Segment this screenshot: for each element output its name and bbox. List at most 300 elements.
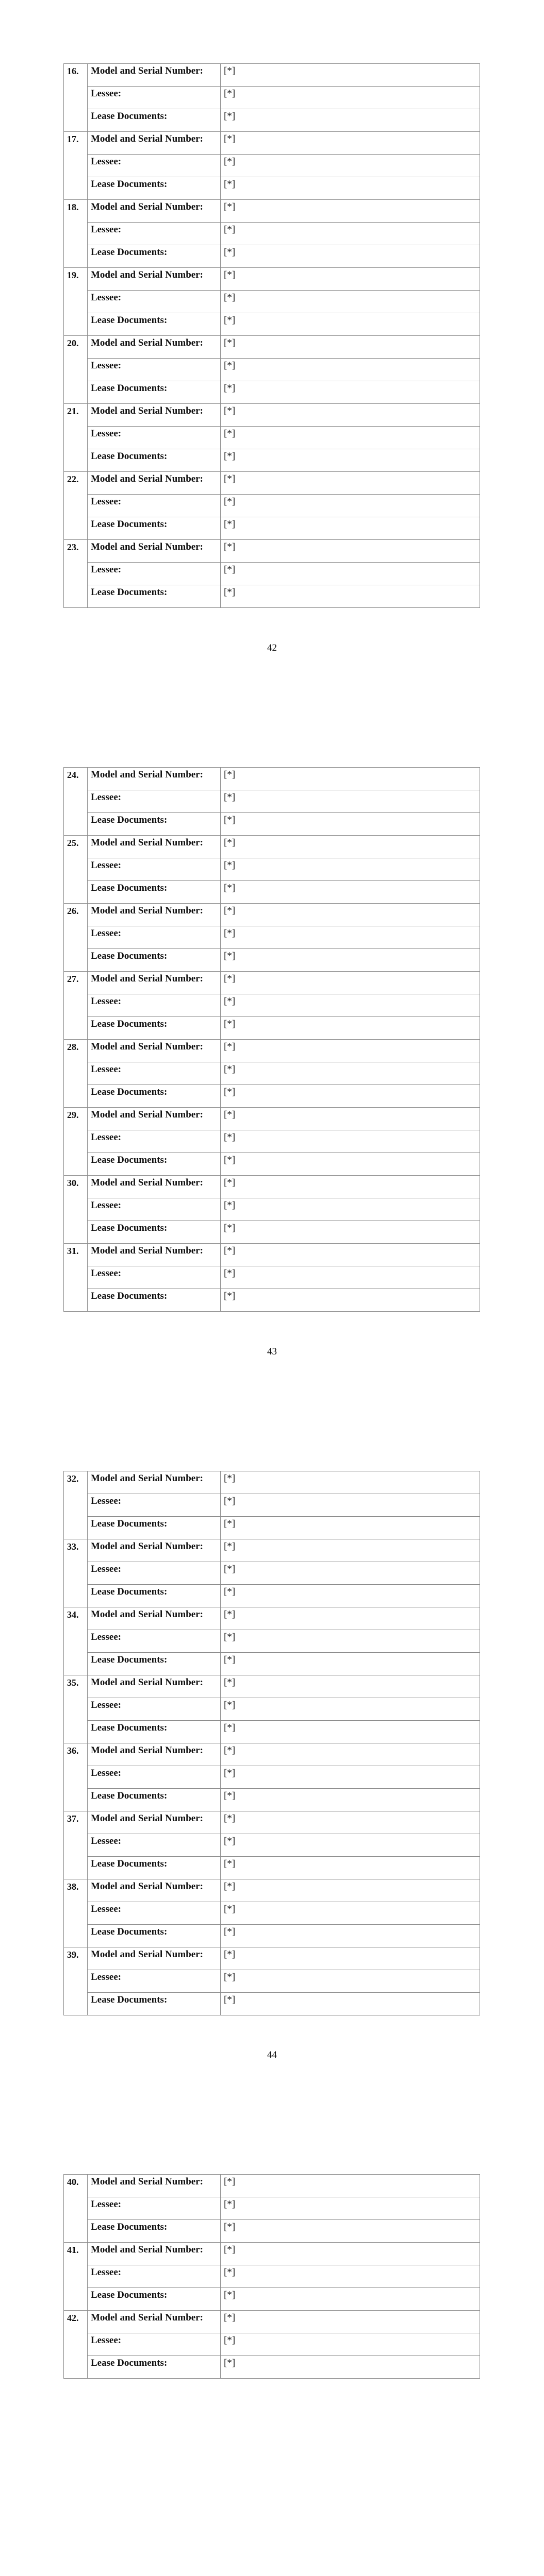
lessee-value — [221, 87, 480, 109]
model-serial-label — [88, 1879, 221, 1902]
lessee-label-text: Lessee: — [91, 496, 122, 507]
lease-documents-value — [221, 177, 480, 200]
schedule-row-model-serial — [64, 472, 480, 495]
schedule-row-lease-documents — [64, 1585, 480, 1607]
schedule-row-lessee — [64, 1698, 480, 1721]
model-serial-label — [88, 268, 221, 291]
item-number — [64, 1539, 88, 1607]
item-number — [64, 2243, 88, 2311]
model-serial-value — [221, 1675, 480, 1698]
lessee-label — [88, 2333, 221, 2356]
schedule-row-model-serial — [64, 768, 480, 790]
lessee-value-text: [*] — [224, 1064, 236, 1075]
model-serial-value-text: [*] — [224, 1177, 236, 1188]
model-serial-label — [88, 768, 221, 790]
lessee-label-text: Lessee: — [91, 1268, 122, 1279]
schedule-row-lessee — [64, 155, 480, 177]
model-serial-value — [221, 540, 480, 563]
lease-documents-label — [88, 1993, 221, 2015]
model-serial-value-text: [*] — [224, 473, 236, 484]
item-number-text: 17. — [67, 134, 79, 144]
lessee-label — [88, 1766, 221, 1789]
lease-documents-value-text: [*] — [224, 587, 236, 598]
lessee-label — [88, 1198, 221, 1221]
model-serial-label — [88, 1244, 221, 1266]
item-number-text: 20. — [67, 338, 79, 348]
model-serial-value-text: [*] — [224, 769, 236, 780]
model-serial-label-text: Model and Serial Number: — [91, 269, 203, 280]
schedule-row-lessee — [64, 359, 480, 381]
lease-documents-label — [88, 449, 221, 472]
lessee-value — [221, 1766, 480, 1789]
model-serial-label — [88, 904, 221, 926]
lease-documents-label-text: Lease Documents: — [91, 815, 168, 825]
item-number — [64, 336, 88, 404]
lessee-value-text: [*] — [224, 224, 236, 235]
model-serial-value-text: [*] — [224, 1473, 236, 1484]
lease-documents-value — [221, 1653, 480, 1675]
item-number-text: 32. — [67, 1473, 79, 1484]
lease-documents-label — [88, 381, 221, 404]
model-serial-value — [221, 404, 480, 427]
lessee-label — [88, 1834, 221, 1857]
lessee-label-text: Lessee: — [91, 1972, 122, 1982]
lease-documents-value — [221, 1085, 480, 1108]
model-serial-label-text: Model and Serial Number: — [91, 1745, 203, 1756]
model-serial-value-text: [*] — [224, 1949, 236, 1960]
lessee-value-text: [*] — [224, 1564, 236, 1574]
model-serial-value — [221, 268, 480, 291]
lessee-label — [88, 926, 221, 949]
schedule-row-model-serial — [64, 1176, 480, 1198]
lease-documents-label-text: Lease Documents: — [91, 2358, 168, 2368]
item-number-text: 34. — [67, 1609, 79, 1620]
schedule-row-model-serial — [64, 1244, 480, 1266]
model-serial-label-text: Model and Serial Number: — [91, 1813, 203, 1824]
model-serial-label-text: Model and Serial Number: — [91, 905, 203, 916]
item-number — [64, 268, 88, 336]
lease-documents-label — [88, 1221, 221, 1244]
item-number — [64, 1244, 88, 1312]
lease-documents-value — [221, 2356, 480, 2379]
lessee-value — [221, 1970, 480, 1993]
lease-documents-value — [221, 1153, 480, 1176]
schedule-row-model-serial — [64, 972, 480, 994]
lessee-label-text: Lessee: — [91, 564, 122, 575]
item-number-text: 42. — [67, 2313, 79, 2323]
lease-documents-value-text: [*] — [224, 951, 236, 961]
model-serial-label-text: Model and Serial Number: — [91, 1949, 203, 1960]
lessee-value-text: [*] — [224, 360, 236, 371]
model-serial-value-text: [*] — [224, 201, 236, 212]
item-number-text: 35. — [67, 1677, 79, 1688]
lease-documents-value-text: [*] — [224, 1586, 236, 1597]
model-serial-value — [221, 1244, 480, 1266]
item-number-text: 41. — [67, 2245, 79, 2255]
model-serial-value — [221, 1879, 480, 1902]
lessee-label-text: Lessee: — [91, 1132, 122, 1143]
schedule-row-model-serial — [64, 1040, 480, 1062]
lessee-value-text: [*] — [224, 2335, 236, 2346]
model-serial-label-text: Model and Serial Number: — [91, 1177, 203, 1188]
schedule-row-lease-documents — [64, 1721, 480, 1743]
schedule-row-lessee — [64, 858, 480, 881]
lease-documents-value — [221, 313, 480, 336]
lease-documents-value-text: [*] — [224, 2290, 236, 2300]
lease-documents-value — [221, 1925, 480, 1947]
model-serial-label-text: Model and Serial Number: — [91, 405, 203, 416]
model-serial-label — [88, 1471, 221, 1494]
schedule-row-lease-documents — [64, 177, 480, 200]
schedule-row-model-serial — [64, 132, 480, 155]
model-serial-value — [221, 336, 480, 359]
model-serial-label-text: Model and Serial Number: — [91, 973, 203, 984]
model-serial-value — [221, 1947, 480, 1970]
lease-documents-label — [88, 1789, 221, 1811]
schedule-row-lease-documents — [64, 1289, 480, 1312]
lease-documents-value — [221, 2220, 480, 2243]
schedule-row-lessee — [64, 994, 480, 1017]
schedule-row-lessee — [64, 1834, 480, 1857]
model-serial-value-text: [*] — [224, 269, 236, 280]
lease-documents-value — [221, 1289, 480, 1312]
lessee-value — [221, 2197, 480, 2220]
lessee-value-text: [*] — [224, 292, 236, 303]
lessee-value-text: [*] — [224, 88, 236, 99]
item-number — [64, 1176, 88, 1244]
model-serial-value-text: [*] — [224, 1745, 236, 1756]
model-serial-label-text: Model and Serial Number: — [91, 2312, 203, 2323]
model-serial-value-text: [*] — [224, 1109, 236, 1120]
model-serial-value-text: [*] — [224, 337, 236, 348]
lease-documents-value-text: [*] — [224, 2358, 236, 2368]
lease-documents-value — [221, 517, 480, 540]
lessee-label-text: Lessee: — [91, 2267, 122, 2278]
lessee-value — [221, 1698, 480, 1721]
lease-documents-label-text: Lease Documents: — [91, 1722, 168, 1733]
lease-documents-value — [221, 449, 480, 472]
lease-documents-label — [88, 1653, 221, 1675]
schedule-row-model-serial — [64, 904, 480, 926]
lessee-label — [88, 1266, 221, 1289]
model-serial-value — [221, 836, 480, 858]
lease-documents-value-text: [*] — [224, 247, 236, 258]
schedule-row-model-serial — [64, 336, 480, 359]
schedule-row-lease-documents — [64, 1221, 480, 1244]
lease-documents-label — [88, 881, 221, 904]
page-number: 43 — [267, 1346, 277, 1357]
lease-documents-label-text: Lease Documents: — [91, 1223, 168, 1233]
model-serial-value-text: [*] — [224, 837, 236, 848]
lessee-label — [88, 994, 221, 1017]
model-serial-label — [88, 1675, 221, 1698]
schedule-row-model-serial — [64, 1471, 480, 1494]
lessee-label — [88, 858, 221, 881]
lessee-label — [88, 359, 221, 381]
lessee-label-text: Lessee: — [91, 156, 122, 167]
lease-documents-label — [88, 313, 221, 336]
lease-documents-value — [221, 949, 480, 972]
schedule-row-lessee — [64, 1562, 480, 1585]
model-serial-label-text: Model and Serial Number: — [91, 1677, 203, 1688]
schedule-row-model-serial — [64, 2243, 480, 2265]
lessee-value — [221, 1198, 480, 1221]
lease-documents-label-text: Lease Documents: — [91, 1926, 168, 1937]
lease-documents-value — [221, 381, 480, 404]
model-serial-value-text: [*] — [224, 1881, 236, 1892]
item-number — [64, 64, 88, 132]
lease-documents-value — [221, 1857, 480, 1879]
item-number-text: 36. — [67, 1745, 79, 1756]
lease-documents-label-text: Lease Documents: — [91, 951, 168, 961]
lessee-value-text: [*] — [224, 860, 236, 871]
item-number-text: 30. — [67, 1178, 79, 1188]
schedule-row-lease-documents — [64, 881, 480, 904]
model-serial-value — [221, 768, 480, 790]
model-serial-label-text: Model and Serial Number: — [91, 1109, 203, 1120]
lease-documents-label — [88, 1085, 221, 1108]
model-serial-value-text: [*] — [224, 1677, 236, 1688]
lessee-value-text: [*] — [224, 1836, 236, 1846]
model-serial-label — [88, 1947, 221, 1970]
item-number — [64, 972, 88, 1040]
lessee-label-text: Lessee: — [91, 1768, 122, 1778]
schedule-row-model-serial — [64, 1539, 480, 1562]
item-number — [64, 1108, 88, 1176]
schedule-row-lessee — [64, 291, 480, 313]
lessee-value-text: [*] — [224, 1768, 236, 1778]
lease-documents-label-text: Lease Documents: — [91, 247, 168, 258]
lease-documents-value-text: [*] — [224, 111, 236, 122]
item-number — [64, 1607, 88, 1675]
model-serial-label — [88, 1607, 221, 1630]
item-number — [64, 836, 88, 904]
model-serial-label-text: Model and Serial Number: — [91, 1541, 203, 1552]
lessee-label-text: Lessee: — [91, 1632, 122, 1642]
schedule-table — [63, 767, 480, 1312]
schedule-row-lease-documents — [64, 313, 480, 336]
lease-documents-value — [221, 1789, 480, 1811]
item-number-text: 23. — [67, 542, 79, 552]
model-serial-value — [221, 2243, 480, 2265]
lease-documents-label — [88, 1925, 221, 1947]
lessee-value — [221, 1266, 480, 1289]
item-number — [64, 1743, 88, 1811]
item-number-text: 33. — [67, 1541, 79, 1552]
lessee-value — [221, 994, 480, 1017]
lease-documents-label — [88, 2356, 221, 2379]
lessee-value-text: [*] — [224, 1700, 236, 1710]
lease-documents-label-text: Lease Documents: — [91, 1019, 168, 1029]
lease-documents-value — [221, 2288, 480, 2311]
lease-documents-label-text: Lease Documents: — [91, 315, 168, 326]
schedule-row-lease-documents — [64, 1789, 480, 1811]
lessee-label — [88, 1130, 221, 1153]
item-number — [64, 904, 88, 972]
lease-documents-label-text: Lease Documents: — [91, 2290, 168, 2300]
lease-documents-label-text: Lease Documents: — [91, 1654, 168, 1665]
lessee-value-text: [*] — [224, 2267, 236, 2278]
schedule-row-model-serial — [64, 836, 480, 858]
lease-documents-label — [88, 1017, 221, 1040]
item-number — [64, 2311, 88, 2379]
lessee-label-text: Lessee: — [91, 428, 122, 439]
model-serial-value-text: [*] — [224, 1245, 236, 1256]
lease-documents-value — [221, 1993, 480, 2015]
lessee-label — [88, 1630, 221, 1653]
lease-documents-value — [221, 1517, 480, 1539]
lessee-label — [88, 155, 221, 177]
lessee-value-text: [*] — [224, 1972, 236, 1982]
item-number — [64, 768, 88, 836]
lessee-value — [221, 495, 480, 517]
schedule-row-model-serial — [64, 1743, 480, 1766]
schedule-row-lease-documents — [64, 1993, 480, 2015]
model-serial-label — [88, 836, 221, 858]
lessee-label-text: Lessee: — [91, 928, 122, 939]
item-number — [64, 2175, 88, 2243]
model-serial-label — [88, 1539, 221, 1562]
lessee-value-text: [*] — [224, 1496, 236, 1506]
lease-documents-label-text: Lease Documents: — [91, 2222, 168, 2232]
model-serial-label-text: Model and Serial Number: — [91, 837, 203, 848]
schedule-row-lease-documents — [64, 449, 480, 472]
lessee-value — [221, 155, 480, 177]
lease-documents-label-text: Lease Documents: — [91, 1858, 168, 1869]
lessee-label-text: Lessee: — [91, 996, 122, 1007]
model-serial-value-text: [*] — [224, 1813, 236, 1824]
model-serial-value-text: [*] — [224, 1609, 236, 1620]
model-serial-value-text: [*] — [224, 405, 236, 416]
model-serial-value — [221, 64, 480, 87]
model-serial-label — [88, 64, 221, 87]
lessee-label — [88, 2265, 221, 2288]
schedule-row-model-serial — [64, 2311, 480, 2333]
lessee-value — [221, 926, 480, 949]
lease-documents-value-text: [*] — [224, 883, 236, 893]
lessee-label-text: Lessee: — [91, 1700, 122, 1710]
item-number-text: 21. — [67, 406, 79, 416]
lease-documents-value-text: [*] — [224, 1087, 236, 1097]
lessee-label-text: Lessee: — [91, 1904, 122, 1914]
lessee-value-text: [*] — [224, 2199, 236, 2210]
schedule-row-model-serial — [64, 1607, 480, 1630]
lessee-value-text: [*] — [224, 1632, 236, 1642]
lessee-value-text: [*] — [224, 996, 236, 1007]
model-serial-label — [88, 1108, 221, 1130]
model-serial-label — [88, 200, 221, 223]
lease-documents-label-text: Lease Documents: — [91, 1586, 168, 1597]
lessee-label-text: Lessee: — [91, 1564, 122, 1574]
model-serial-value — [221, 1108, 480, 1130]
item-number-text: 28. — [67, 1042, 79, 1052]
schedule-row-lessee — [64, 2333, 480, 2356]
schedule-table — [63, 2174, 480, 2379]
item-number-text: 29. — [67, 1110, 79, 1120]
lessee-value — [221, 1834, 480, 1857]
model-serial-value-text: [*] — [224, 2244, 236, 2255]
lease-documents-label — [88, 2288, 221, 2311]
item-number-text: 40. — [67, 2177, 79, 2187]
model-serial-label-text: Model and Serial Number: — [91, 133, 203, 144]
schedule-row-lease-documents — [64, 1017, 480, 1040]
schedule-row-lessee — [64, 926, 480, 949]
schedule-row-lease-documents — [64, 245, 480, 268]
lease-documents-label-text: Lease Documents: — [91, 111, 168, 122]
lessee-value-text: [*] — [224, 564, 236, 575]
model-serial-value — [221, 1176, 480, 1198]
lease-documents-label-text: Lease Documents: — [91, 1994, 168, 2005]
lease-documents-label — [88, 585, 221, 608]
schedule-row-lease-documents — [64, 2356, 480, 2379]
lease-documents-value-text: [*] — [224, 1223, 236, 1233]
model-serial-value — [221, 2311, 480, 2333]
lease-documents-value — [221, 1721, 480, 1743]
lease-documents-label — [88, 1153, 221, 1176]
lease-documents-value — [221, 1585, 480, 1607]
lessee-value — [221, 1062, 480, 1085]
lease-documents-value-text: [*] — [224, 1518, 236, 1529]
lessee-value-text: [*] — [224, 928, 236, 939]
schedule-row-lessee — [64, 563, 480, 585]
lease-documents-label-text: Lease Documents: — [91, 179, 168, 190]
schedule-row-lessee — [64, 790, 480, 813]
lessee-value — [221, 2265, 480, 2288]
schedule-row-lessee — [64, 1630, 480, 1653]
model-serial-label — [88, 132, 221, 155]
lessee-label-text: Lessee: — [91, 792, 122, 803]
lease-documents-value-text: [*] — [224, 1994, 236, 2005]
lease-documents-value — [221, 109, 480, 132]
schedule-row-lessee — [64, 2197, 480, 2220]
schedule-row-lease-documents — [64, 1517, 480, 1539]
item-number-text: 26. — [67, 906, 79, 916]
lessee-value-text: [*] — [224, 1904, 236, 1914]
lease-documents-label-text: Lease Documents: — [91, 587, 168, 598]
lessee-label-text: Lessee: — [91, 2199, 122, 2210]
lease-documents-value-text: [*] — [224, 179, 236, 190]
lease-documents-label — [88, 1289, 221, 1312]
schedule-row-lease-documents — [64, 109, 480, 132]
lessee-label-text: Lessee: — [91, 292, 122, 303]
schedule-row-model-serial — [64, 1675, 480, 1698]
schedule-row-lessee — [64, 1494, 480, 1517]
lease-documents-label — [88, 177, 221, 200]
lessee-value-text: [*] — [224, 1200, 236, 1211]
item-number — [64, 200, 88, 268]
lessee-value — [221, 1562, 480, 1585]
lease-documents-value-text: [*] — [224, 383, 236, 394]
item-number — [64, 1879, 88, 1947]
schedule-row-model-serial — [64, 1811, 480, 1834]
item-number-text: 22. — [67, 474, 79, 484]
model-serial-value-text: [*] — [224, 2312, 236, 2323]
model-serial-value — [221, 1539, 480, 1562]
lease-documents-value-text: [*] — [224, 815, 236, 825]
lease-documents-value — [221, 585, 480, 608]
lessee-label — [88, 291, 221, 313]
item-number — [64, 1675, 88, 1743]
model-serial-label-text: Model and Serial Number: — [91, 1041, 203, 1052]
model-serial-value-text: [*] — [224, 541, 236, 552]
lease-documents-label — [88, 1721, 221, 1743]
schedule-row-lessee — [64, 223, 480, 245]
schedule-row-lease-documents — [64, 1653, 480, 1675]
schedule-row-lessee — [64, 1902, 480, 1925]
lessee-label — [88, 87, 221, 109]
lease-documents-value-text: [*] — [224, 1019, 236, 1029]
lessee-value — [221, 1902, 480, 1925]
